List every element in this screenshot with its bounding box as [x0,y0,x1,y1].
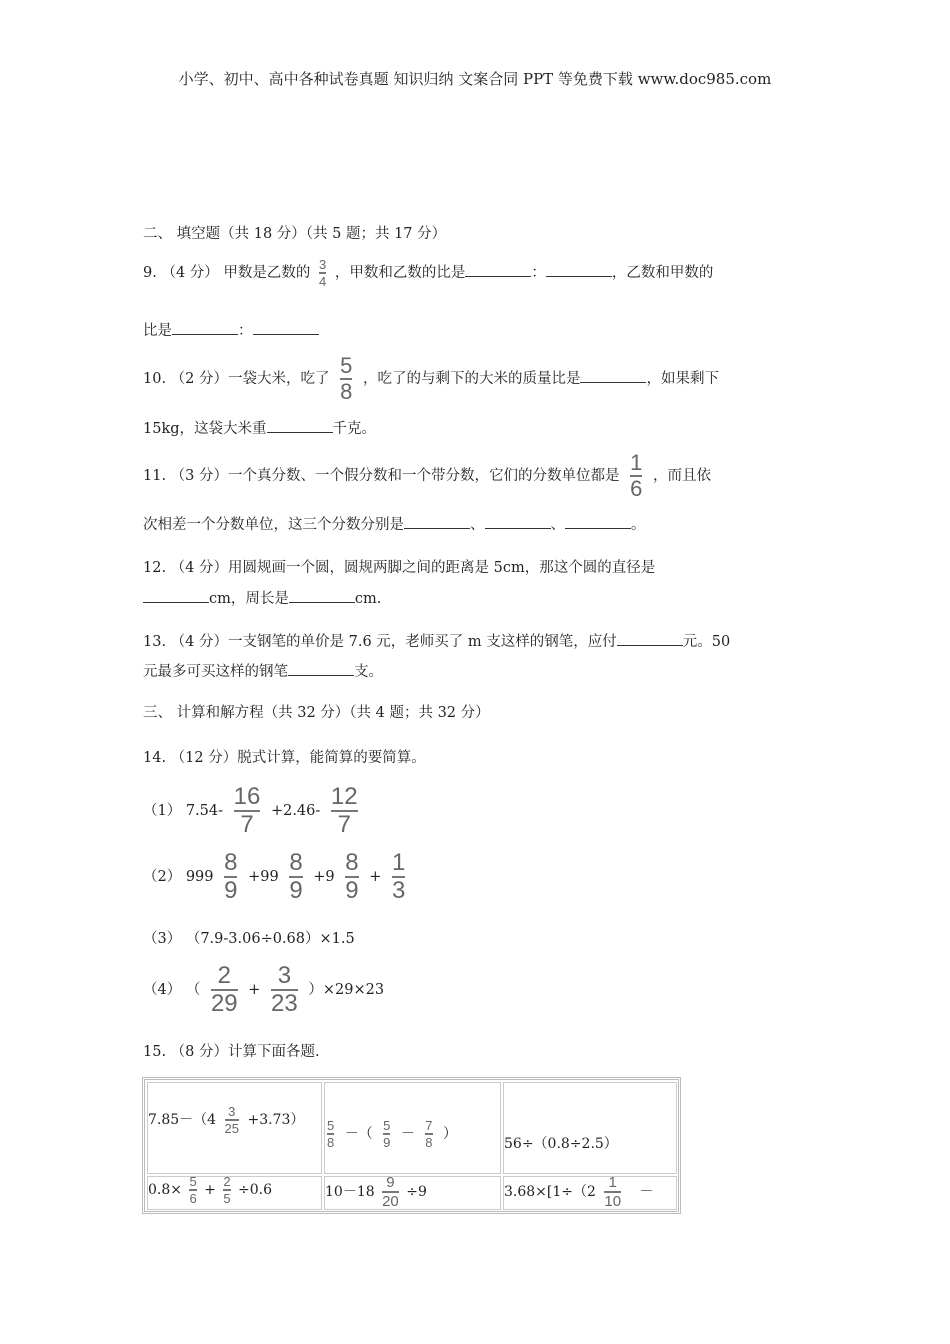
fraction: $\frac{12}{7}$ [330,783,358,838]
fraction: $\frac{5}{9}$ [383,1118,391,1150]
colon: ： [238,323,253,339]
table-cell [324,1176,501,1210]
blank[interactable] [289,590,355,603]
q15-table [142,1077,681,1214]
q9-text: 9. （4 分） 甲数是乙数的 [143,265,311,281]
q13-text-2: 元。50 [682,634,731,650]
blank[interactable] [565,516,631,529]
colon: ： [531,265,546,281]
fraction: $\frac{1}{10}$ [604,1176,622,1210]
q9-text-2: ，甲数和乙数的比是 [334,265,466,281]
question-9 [143,258,713,288]
blank[interactable] [580,370,646,383]
page-header: 小学、初中、高中各种试卷真题 知识归纳 文案合同 PPT 等免费下载 www.doc985.com [178,70,772,88]
text: 56÷（0.8÷2.5） [504,1136,618,1152]
text: 10－18 [325,1184,375,1200]
text: +9 [313,869,335,885]
table-cell [503,1082,677,1174]
text: 3.68×[1÷（2 [504,1184,596,1200]
fraction: $\frac{8}{9}$ [345,849,359,904]
q10-text: 10. （2 分）一袋大米，吃了 [143,371,330,387]
q13-text: 13. （4 分）一支钢笔的单价是 7.6 元，老师买了 m 支这样的钢笔，应付 [143,634,617,650]
fraction: $\frac{8}{9}$ [289,849,303,904]
q11-text-2: ，而且依 [652,468,711,484]
q13-text-3: 元最多可买这样的钢笔 [143,664,288,680]
sep: 、 [550,517,565,533]
label: （2） 999 [143,869,214,885]
section-2-title: 二、 填空题（共 18 分）（共 5 题；共 17 分） [143,226,447,242]
text: + [248,982,261,998]
q10-text-2: ，吃了的与剩下的大米的质量比是 [362,371,581,387]
q9-text-3: ，乙数和甲数的 [611,265,714,281]
q12-text-2: cm，周长是 [209,591,289,607]
fraction: $\frac{7}{8}$ [425,1118,433,1150]
question-12-cont [143,587,381,608]
q10-text-4: 15kg，这袋大米重 [143,421,267,437]
q9-fraction: $\frac{3}{4}$ [319,257,327,289]
table-cell [147,1176,322,1210]
text: +3.73） [247,1112,305,1128]
text: ）×29×23 [308,982,385,998]
q14-part-2 [143,851,411,903]
text: +2.46- [270,803,321,819]
question-10-cont [143,417,376,438]
text: + [204,1182,216,1198]
blank[interactable] [143,590,209,603]
question-14-title: 14. （12 分）脱式计算，能简算的要简算。 [143,750,426,766]
fraction: $\frac{1}{3}$ [392,849,406,904]
fraction: $\frac{3}{25}$ [224,1104,240,1136]
blank[interactable] [617,633,683,646]
fraction: $\frac{3}{23}$ [271,962,298,1017]
text: 0.8× [148,1182,182,1198]
table-cell [324,1082,501,1174]
question-15-title: 15. （8 分）计算下面各题. [143,1044,320,1060]
question-11 [143,452,711,500]
fraction: $\frac{8}{9}$ [224,849,238,904]
text: 7.85－（4 [148,1112,217,1128]
text: ÷0.6 [238,1182,273,1198]
text: － [400,1126,415,1142]
end: 。 [631,517,646,533]
question-9-cont [143,319,319,340]
q11-fraction: $\frac{1}{6}$ [630,450,643,501]
question-13 [143,630,730,651]
fraction: $\frac{9}{20}$ [382,1176,399,1210]
question-12: 12. （4 分）用圆规画一个圆，圆规两脚之间的距离是 5cm，那这个圆的直径是 [143,560,656,576]
blank[interactable] [485,516,551,529]
table-cell [503,1176,677,1210]
q11-text-3: 次相差一个分数单位，这三个分数分别是 [143,517,404,533]
q12-text-3: cm. [354,591,382,607]
text: ） [442,1126,457,1142]
label: （1） 7.54- [143,803,224,819]
text: ÷9 [406,1184,427,1200]
blank[interactable] [546,264,612,277]
sep: 、 [470,517,485,533]
q10-text-3: ，如果剩下 [646,371,719,387]
blank[interactable] [253,322,319,335]
table-cell [147,1082,322,1174]
text: +99 [248,869,279,885]
fraction: $\frac{2}{5}$ [223,1176,231,1206]
blank[interactable] [267,420,333,433]
fraction: $\frac{2}{29}$ [210,962,238,1017]
q14-part-4 [143,964,384,1016]
blank[interactable] [465,264,531,277]
blank[interactable] [172,322,238,335]
text: + [369,869,382,885]
text: －（ [344,1126,373,1142]
question-13-cont [143,660,383,681]
label: （4） （ [143,982,201,998]
q9-text-4: 比是 [143,323,172,339]
q10-fraction: $\frac{5}{8}$ [340,353,353,404]
fraction: $\frac{5}{6}$ [189,1176,197,1206]
fraction: $\frac{16}{7}$ [233,783,261,838]
q11-text: 11. （3 分）一个真分数、一个假分数和一个带分数，它们的分数单位都是 [143,468,620,484]
blank[interactable] [288,663,354,676]
q14-part-1 [143,785,364,837]
question-11-cont [143,513,646,534]
text: － [639,1184,654,1200]
question-10 [143,355,719,403]
blank[interactable] [404,516,470,529]
q13-text-4: 支。 [354,664,383,680]
q14-part-3: （3） （7.9-3.06÷0.68）×1.5 [143,931,355,947]
q10-text-5: 千克。 [332,421,377,437]
fraction: $\frac{5}{8}$ [327,1118,335,1150]
section-3-title: 三、 计算和解方程（共 32 分）（共 4 题；共 32 分） [143,705,490,721]
